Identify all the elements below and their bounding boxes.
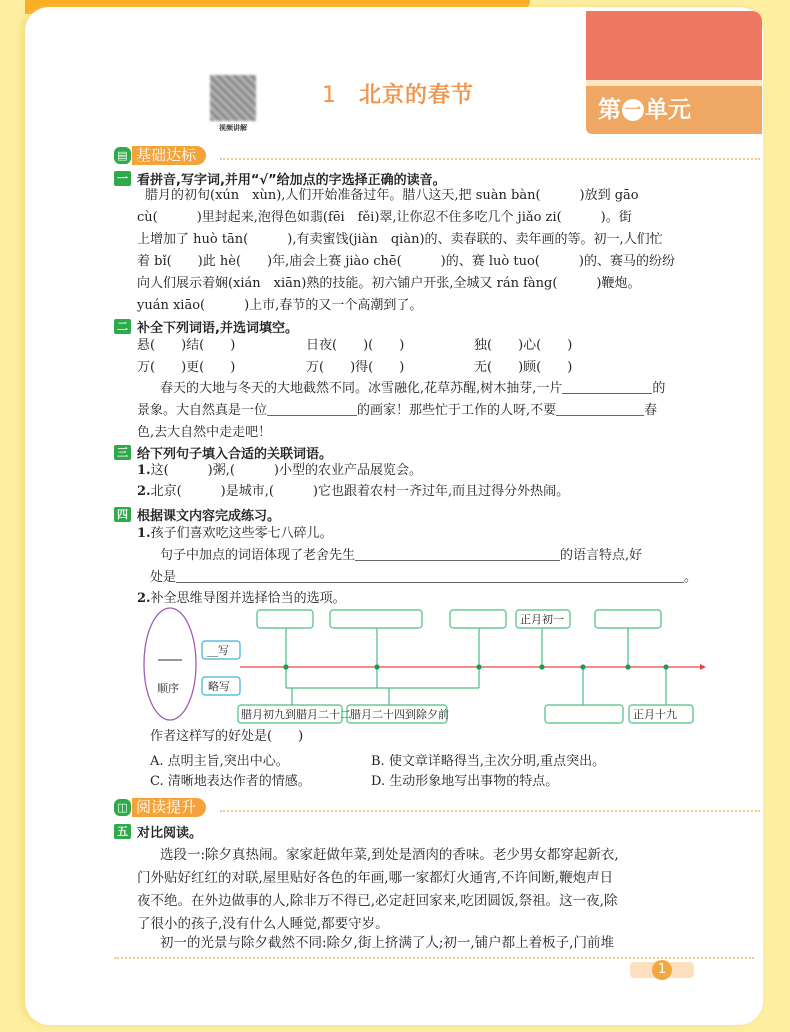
text: 春天的大地与冬天的大地截然不同。冰雪融化,花草苏醒,树木抽芽,一片 — [160, 381, 563, 396]
q4-item1-line — [150, 569, 697, 587]
fill-blank[interactable] — [556, 415, 644, 416]
passage-line: 门外贴好红红的对联,屋里贴好各色的年画,哪一家都灯火通宵,不许间断,鞭炮声日 — [137, 870, 614, 886]
passage-line: 选段一:除夕真热闹。家家赶做年菜,到处是酒肉的香味。老少男女都穿起新衣, — [160, 847, 619, 863]
timeline-node — [625, 664, 630, 669]
word-item: 独( )心( ) — [474, 338, 573, 353]
page-number: 1 — [652, 960, 672, 980]
question-number-badge: 二 — [114, 319, 131, 334]
q3-item — [137, 462, 422, 480]
question-5-header — [114, 822, 202, 841]
q1-line: 着 bǐ( )此 hè( )年,庙会上赛 jiào chē( )的、赛 luò tuo( )的、赛马的纷纷 — [137, 254, 675, 269]
section-label: 基础达标 — [132, 146, 206, 165]
text: 。 — [684, 570, 698, 585]
word-item: 日夜( )( ) — [306, 338, 405, 353]
mindmap-brief-label: 略写 — [208, 680, 230, 693]
mindmap-top-box[interactable] — [450, 610, 506, 628]
timeline-node — [476, 664, 481, 669]
section-header-reading — [114, 797, 206, 817]
timeline-node — [374, 664, 379, 669]
mindmap-bottom-label: 腊月二十四到除夕前 — [350, 708, 449, 721]
passage-line: 了很小的孩子,没有什么人睡觉,都要守岁。 — [137, 916, 389, 932]
item-text: 这( )粥,( )小型的农业产品展览会。 — [150, 463, 422, 478]
text: 的 — [652, 381, 666, 396]
item-text: 补全思维导图并选择恰当的选项。 — [150, 591, 346, 606]
item-number: 1. — [137, 526, 151, 541]
word-item: 无( )顾( ) — [474, 360, 573, 375]
lesson-name: 北京的春节 — [359, 83, 475, 108]
mindmap-detail-label: __写 — [207, 644, 229, 657]
unit-number: 一 — [622, 99, 644, 121]
mindmap-top-box[interactable] — [595, 610, 661, 628]
section-divider — [220, 810, 760, 812]
question-prompt: 看拼音,写字词,并用“√”给加点的字选择正确的读音。 — [137, 173, 446, 188]
question-number-badge: 一 — [114, 171, 131, 186]
footer-divider — [114, 957, 754, 959]
lesson-title — [322, 78, 474, 109]
q1-line: yuán xiāo( )上市,春节的又一个高潮到了。 — [137, 298, 423, 313]
option-c[interactable]: C. 清晰地表达作者的情感。 — [150, 774, 311, 789]
text: 处是 — [150, 570, 177, 585]
text: 句子中加点的词语体现了老舍先生 — [160, 548, 356, 563]
section-divider — [220, 158, 760, 160]
question-prompt: 根据课文内容完成练习。 — [137, 509, 281, 524]
q3-item — [137, 483, 569, 501]
q4-item1-line — [160, 547, 642, 565]
mindmap-top-label: 正月初一 — [520, 613, 564, 626]
fill-blank[interactable] — [355, 560, 560, 561]
item-text: 北京( )是城市,( )它也跟着农村一齐过年,而且过得分外热闹。 — [150, 484, 570, 499]
option-a[interactable]: A. 点明主旨,突出中心。 — [150, 754, 289, 769]
item-number: 2. — [137, 484, 151, 499]
q1-line: 向人们展示着娴(xián xiān)熟的技能。初六铺户开张,全城又 rán fàng( )鞭炮。 — [137, 276, 641, 291]
item-number: 1. — [137, 463, 151, 478]
unit-suffix: 单元 — [645, 97, 691, 123]
q2-paragraph-line — [160, 380, 665, 398]
question-number-badge: 四 — [114, 507, 131, 522]
option-b[interactable]: B. 使文章详略得当,主次分明,重点突出。 — [371, 754, 606, 769]
item-sentence: 孩子们喜欢吃这些零七八碎儿。 — [150, 526, 333, 541]
timeline-node — [539, 664, 544, 669]
section-label: 阅读提升 — [132, 798, 206, 817]
page-number-badge — [630, 962, 694, 978]
mind-map — [140, 604, 710, 729]
lesson-number: 1 — [322, 83, 337, 108]
question-number-badge: 三 — [114, 445, 131, 460]
mindmap-top-box[interactable] — [330, 610, 422, 628]
mindmap-bottom-box[interactable] — [545, 705, 623, 723]
question-4-header — [114, 505, 280, 524]
section-header-basic — [114, 145, 206, 165]
q1-line: 腊月的初旬(xún xùn),人们开始准备过年。腊八这天,把 suàn bàn( )放到 gāo — [145, 188, 639, 203]
question-prompt: 补全下列词语,并选词填空。 — [137, 321, 298, 336]
option-d[interactable]: D. 生动形象地写出事物的特点。 — [371, 774, 559, 789]
book-icon: ◫ — [114, 799, 131, 816]
qr-code-icon[interactable] — [210, 75, 256, 121]
q2-paragraph-line: 色,去大自然中走走吧！ — [137, 425, 272, 440]
q4-question: 作者这样写的好处是( ) — [150, 729, 304, 744]
document-icon: ▤ — [114, 147, 131, 164]
passage-line: 夜不绝。在外边做事的人,除非万不得已,必定赶回家来,吃团圆饭,祭祖。这一夜,除 — [137, 893, 618, 909]
text: 春 — [644, 403, 658, 418]
q1-line: 上增加了 huò tān( ),有卖蜜饯(jiàn qiàn)的、卖春联的、卖年画的等。初一,人们忙 — [137, 232, 663, 247]
word-item: 悬( )结( ) — [137, 338, 236, 353]
text: 的语言特点,好 — [560, 548, 643, 563]
fill-blank[interactable] — [267, 415, 357, 416]
timeline-node — [663, 664, 668, 669]
q4-item1 — [137, 525, 333, 543]
mindmap-bottom-label: 腊月初九到腊月二十二 — [241, 708, 351, 721]
question-3-header — [114, 443, 332, 462]
q2-paragraph-line — [137, 402, 657, 420]
mindmap-bottom-label: 正月十九 — [633, 708, 677, 721]
unit-prefix: 第 — [598, 97, 621, 123]
question-prompt: 对比阅读。 — [137, 826, 203, 841]
mindmap-center-label: 顺序 — [157, 682, 179, 695]
timeline-node — [580, 664, 585, 669]
q1-line: cù( )里封起来,泡得色如翡(fēi fěi)翠,让你忍不住多吃几个 jiǎo zi( )。街 — [137, 210, 632, 225]
question-number-badge: 五 — [114, 824, 131, 839]
text: 的画家！那些忙于工作的人呀,不要 — [357, 403, 557, 418]
passage-line: 初一的光景与除夕截然不同:除夕,街上挤满了人;初一,铺户都上着板子,门前堆 — [160, 935, 614, 951]
item-number: 2. — [137, 591, 151, 606]
word-item: 万( )更( ) — [137, 360, 236, 375]
fill-blank[interactable] — [176, 582, 684, 583]
timeline-node — [283, 664, 288, 669]
unit-tab — [586, 11, 762, 134]
text: 景象。大自然真是一位 — [137, 403, 268, 418]
question-2-header — [114, 317, 298, 336]
mindmap-top-box[interactable] — [257, 610, 313, 628]
qr-label: 视频讲解 — [219, 124, 247, 132]
fill-blank[interactable] — [562, 393, 652, 394]
unit-tab-top — [586, 11, 762, 80]
question-1-header — [114, 169, 446, 188]
timeline-arrow-icon — [700, 664, 706, 670]
mindmap-center-ellipse — [144, 608, 196, 720]
question-prompt: 给下列句子填入合适的关联词语。 — [137, 447, 333, 462]
word-item: 万( )得( ) — [306, 360, 405, 375]
unit-label — [586, 86, 762, 134]
